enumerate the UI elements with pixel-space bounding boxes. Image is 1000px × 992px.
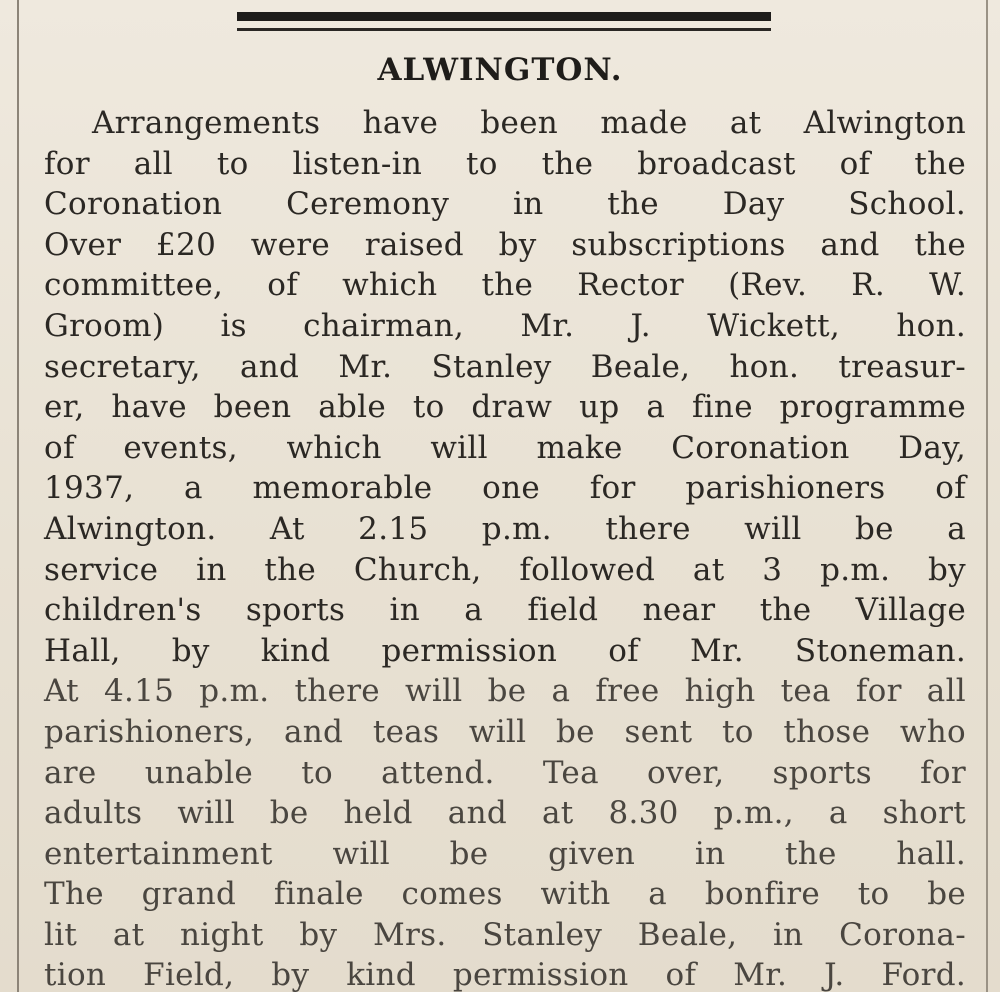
article-line: The grand finale comes with a bonfire to be	[44, 876, 966, 913]
article-line: Over £20 were raised by subscriptions and the	[44, 226, 966, 263]
article-line: Alwington. At 2.15 p.m. there will be a	[44, 510, 966, 547]
article-line: children's sports in a field near the Village	[44, 592, 966, 629]
article-line: Hall, by kind permission of Mr. Stoneman.	[44, 632, 966, 669]
article-line: of events, which will make Coronation Day,	[44, 429, 966, 466]
article-line: lit at night by Mrs. Stanley Beale, in Corona-	[44, 916, 966, 953]
article-line: adults will be held and at 8.30 p.m., a short	[44, 795, 966, 832]
article-line: are unable to attend. Tea over, sports for	[44, 754, 966, 791]
section-divider-thin	[237, 28, 771, 31]
article-line: tion Field, by kind permission of Mr. J. Ford.	[44, 957, 966, 992]
article-line: Arrangements have been made at Alwington	[92, 105, 966, 141]
article-line: Groom) is chairman, Mr. J. Wickett, hon.	[44, 307, 966, 344]
article-line: for all to listen-in to the broadcast of the	[44, 145, 966, 182]
article-line: committee, of which the Rector (Rev. R. W.	[44, 267, 966, 304]
article-line: er, have been able to draw up a fine programme	[44, 389, 966, 426]
article-body	[44, 103, 966, 992]
column-rule-left	[17, 0, 19, 992]
article-line: parishioners, and teas will be sent to those who	[44, 713, 966, 750]
article-line: secretary, and Mr. Stanley Beale, hon. treasur-	[44, 348, 966, 385]
article-line: service in the Church, followed at 3 p.m. by	[44, 551, 966, 588]
section-divider-thick	[237, 12, 771, 21]
article-line: Coronation Ceremony in the Day School.	[44, 186, 966, 223]
column-rule-right	[986, 0, 988, 992]
article-line: At 4.15 p.m. there will be a free high tea for all	[44, 673, 966, 710]
article-line: 1937, a memorable one for parishioners of	[44, 470, 966, 507]
article-headline: ALWINGTON.	[377, 52, 623, 88]
article-line: entertainment will be given in the hall.	[44, 835, 966, 872]
